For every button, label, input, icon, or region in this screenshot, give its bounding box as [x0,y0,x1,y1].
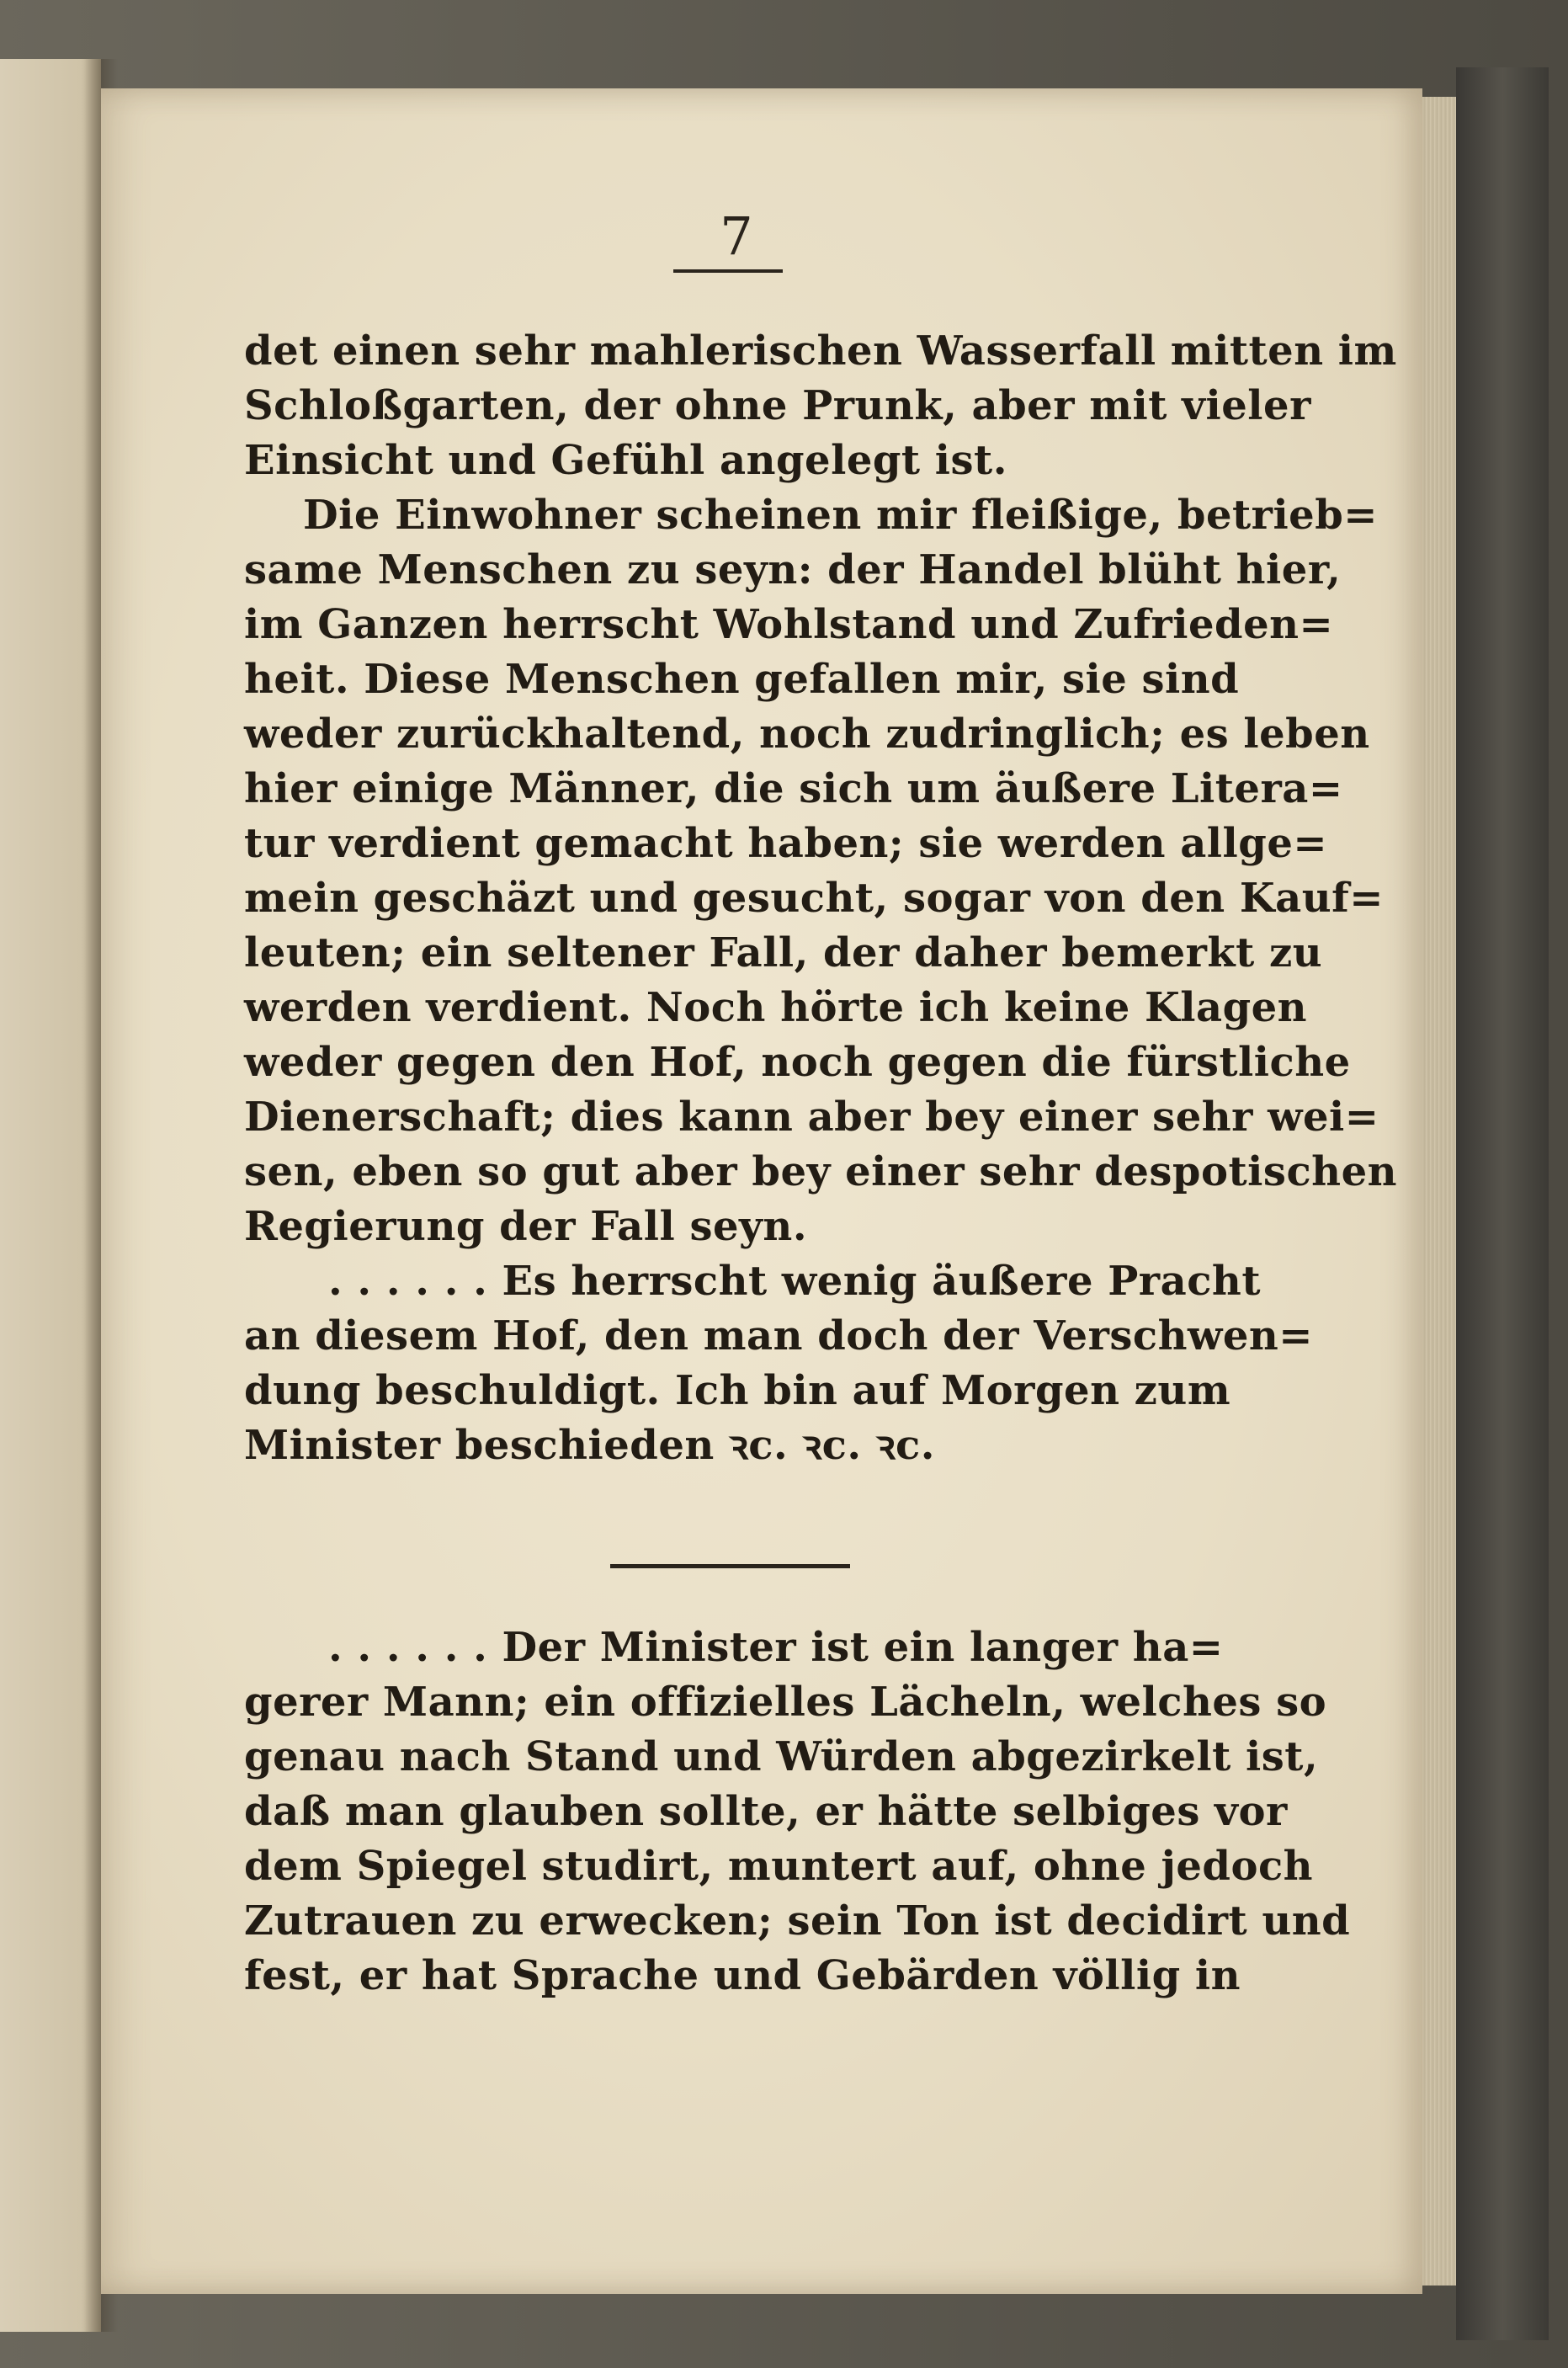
text-line: hier einige Männer, die sich um äußere Litera= [244,765,1343,812]
text-line: heit. Diese Menschen gefallen mir, sie sind [244,656,1240,703]
text-block-second [244,1620,1351,2003]
text-line: leuten; ein seltener Fall, der daher bemerkt zu [244,929,1323,976]
text-block-main [244,324,1397,1473]
text-line: det einen sehr mahlerischen Wasserfall mitten im [244,327,1397,375]
text-line: Regierung der Fall seyn. [244,1203,808,1250]
section-divider [610,1564,850,1568]
page-number: 7 [720,205,753,267]
book-cover-edge [1456,67,1549,2340]
text-line: . . . . . . Der Minister ist ein langer ha= [328,1624,1224,1671]
text-line: fest, er hat Sprache und Gebärden völlig in [244,1952,1241,1999]
text-line: genau nach Stand und Würden abgezirkelt ist, [244,1733,1319,1780]
text-line: im Ganzen herrscht Wohlstand und Zufrieden= [244,601,1334,648]
text-line: weder gegen den Hof, noch gegen die fürstliche [244,1039,1351,1086]
text-line: . . . . . . Es herrscht wenig äußere Pracht [328,1258,1261,1305]
text-line: werden verdient. Noch hörte ich keine Klagen [244,984,1308,1031]
text-line: tur verdient gemacht haben; sie werden allge= [244,820,1328,867]
text-line: dem Spiegel studirt, muntert auf, ohne jedoch [244,1843,1314,1890]
text-line: Einsicht und Gefühl angelegt ist. [244,437,1007,484]
text-line: Minister beschieden ꝛc. ꝛc. ꝛc. [244,1422,935,1469]
text-line: same Menschen zu seyn: der Handel blüht hier, [244,546,1342,593]
text-line: Zutrauen zu erwecken; sein Ton ist decidirt und [244,1897,1351,1945]
text-line: sen, eben so gut aber bey einer sehr despotischen [244,1148,1397,1195]
text-line: dung beschuldigt. Ich bin auf Morgen zum [244,1367,1231,1414]
text-line: an diesem Hof, den man doch der Verschwen= [244,1312,1314,1360]
text-line: Schloßgarten, der ohne Prunk, aber mit vieler [244,382,1311,429]
text-line: Die Einwohner scheinen mir fleißige, betrieb= [303,492,1378,539]
page-stack-edge [1422,97,1456,2286]
text-line: weder zurückhaltend, noch zudringlich; es leben [244,710,1370,758]
text-line: Dienerschaft; dies kann aber bey einer sehr wei= [244,1094,1379,1141]
text-line: daß man glauben sollte, er hätte selbiges vor [244,1788,1288,1835]
text-line: gerer Mann; ein offizielles Lächeln, welches so [244,1679,1327,1726]
text-line: mein geschäzt und gesucht, sogar von den Kauf= [244,875,1384,922]
page-number-underline [673,269,783,273]
